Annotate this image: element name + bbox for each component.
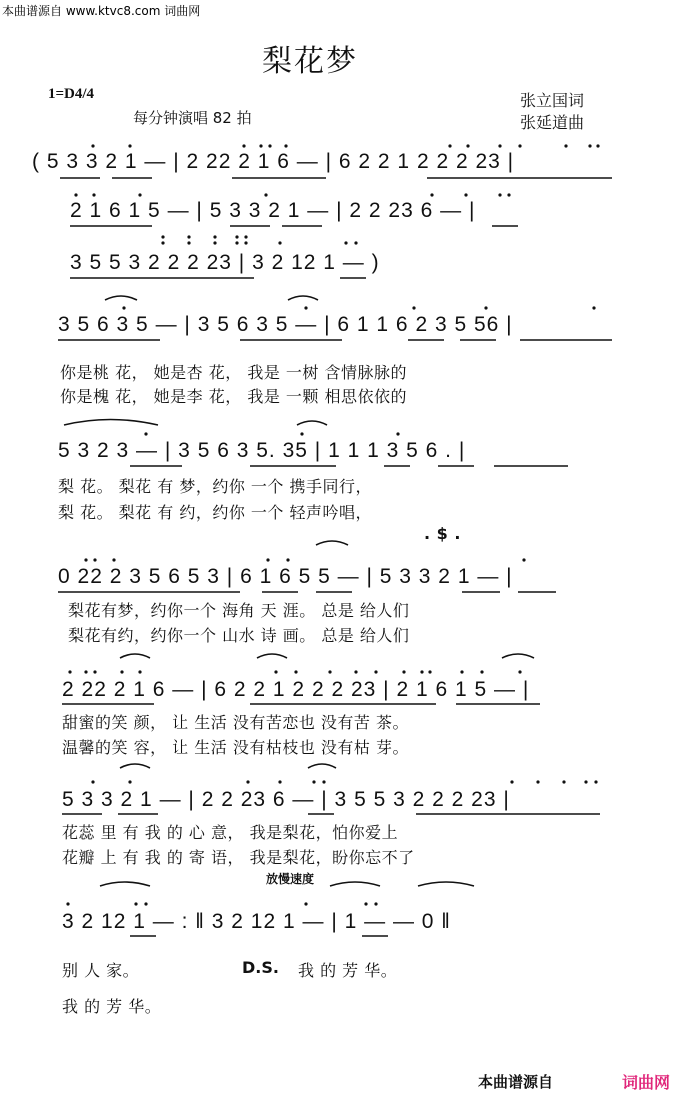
tie-mark	[120, 654, 150, 658]
lyric-row-6: 梨花有约，约你一个 山水 诗 画。 总是 给人们	[68, 626, 410, 645]
lyric-row-8: 温馨的笑 容， 让 生活 没有枯枝也 没有枯 芽。	[62, 738, 410, 757]
music-row-8: 5 3 3 2 1 — | 2 2 23 6 — | 3 5 5 3 2 2 2 23 |	[62, 788, 510, 811]
tie-mark	[100, 882, 150, 886]
lyric-row-2: 你是槐 花， 她是李 花， 我是 一颗 相思依依的	[60, 387, 408, 406]
music-row-4: 3 5 6 3 5 — | 3 5 6 3 5 — | 6 1 1 6 2 3 5 56 |	[58, 313, 513, 336]
footer-site: 词曲网	[622, 1073, 671, 1092]
lyric-row-11: 别 人 家。	[62, 961, 140, 980]
music-row-5: 5 3 2 3 — | 3 5 6 3 5. 35 | 1 1 1 3 5 6 . |	[58, 439, 466, 462]
song-title: 梨花梦	[262, 44, 358, 79]
segno-mark: . $ .	[424, 524, 461, 543]
tie-mark	[288, 296, 318, 300]
tie-mark	[120, 764, 150, 768]
music-row-9: 3 2 12 1 — : ‖ 3 2 12 1 — | 1 — — 0 ‖	[62, 910, 451, 933]
music-row-3: 3 5 5 3 2 2 2 23 | 3 2 12 1 — )	[70, 251, 380, 274]
lyric-row-7: 甜蜜的笑 颜， 让 生活 没有苦恋也 没有苦 茶。	[62, 713, 410, 732]
music-row-7: 2 22 2 1 6 — | 6 2 2 1 2 2 2 23 | 2 1 6 1 5 — |	[62, 678, 530, 701]
tie-mark	[297, 421, 327, 425]
lyric-row-12: 我 的 芳 华。	[62, 997, 162, 1016]
lyric-row-10: 花瓣 上 有 我 的 寄 语， 我是梨花，盼你忘不了	[62, 848, 415, 867]
tie-mark	[308, 764, 336, 768]
lyric-row-9: 花蕊 里 有 我 的 心 意， 我是梨花，怕你爱上	[62, 823, 399, 842]
lyric-row-5: 梨花有梦，约你一个 海角 天 涯。 总是 给人们	[68, 601, 410, 620]
key-signature: 1=D4/4	[48, 86, 95, 102]
tie-mark	[418, 882, 474, 886]
tie-mark	[105, 296, 137, 300]
tempo: 每分钟演唱 82 拍	[133, 109, 252, 127]
composer: 张延道曲	[520, 113, 585, 132]
tempo-mark: 放慢速度	[266, 872, 315, 886]
watermark: 本曲谱源自 www.ktvc8.com 词曲网	[2, 4, 201, 18]
lyric-row-4: 梨 花。 梨花 有 约，约你 一个 轻声吟唱，	[58, 503, 373, 522]
music-row-6: 0 22 2 3 5 6 5 3 | 6 1 6 5 5 — | 5 3 3 2 1 — |	[58, 565, 513, 588]
lyricist: 张立国词	[520, 91, 585, 110]
music-row-2: 2 1 6 1 5 — | 5 3 3 2 1 — | 2 2 23 6 — |	[70, 199, 476, 222]
tie-mark	[330, 882, 380, 886]
tie-mark	[257, 654, 287, 658]
ds-lyric: 我 的 芳 华。	[298, 961, 398, 980]
ds-label: D.S.	[242, 958, 279, 977]
tie-mark	[64, 420, 158, 426]
lyric-row-1: 你是桃 花， 她是杏 花， 我是 一树 含情脉脉的	[60, 363, 408, 382]
footer-source: 本曲谱源自	[478, 1073, 554, 1091]
tie-mark	[502, 654, 534, 658]
lyric-row-3: 梨 花。 梨花 有 梦，约你 一个 携手同行，	[58, 477, 373, 496]
tie-mark	[316, 541, 348, 545]
music-row-1: ( 5 3 3 2 1 — | 2 22 2 1 6 — | 6 2 2 1 2 2 2 23 |	[32, 150, 515, 173]
